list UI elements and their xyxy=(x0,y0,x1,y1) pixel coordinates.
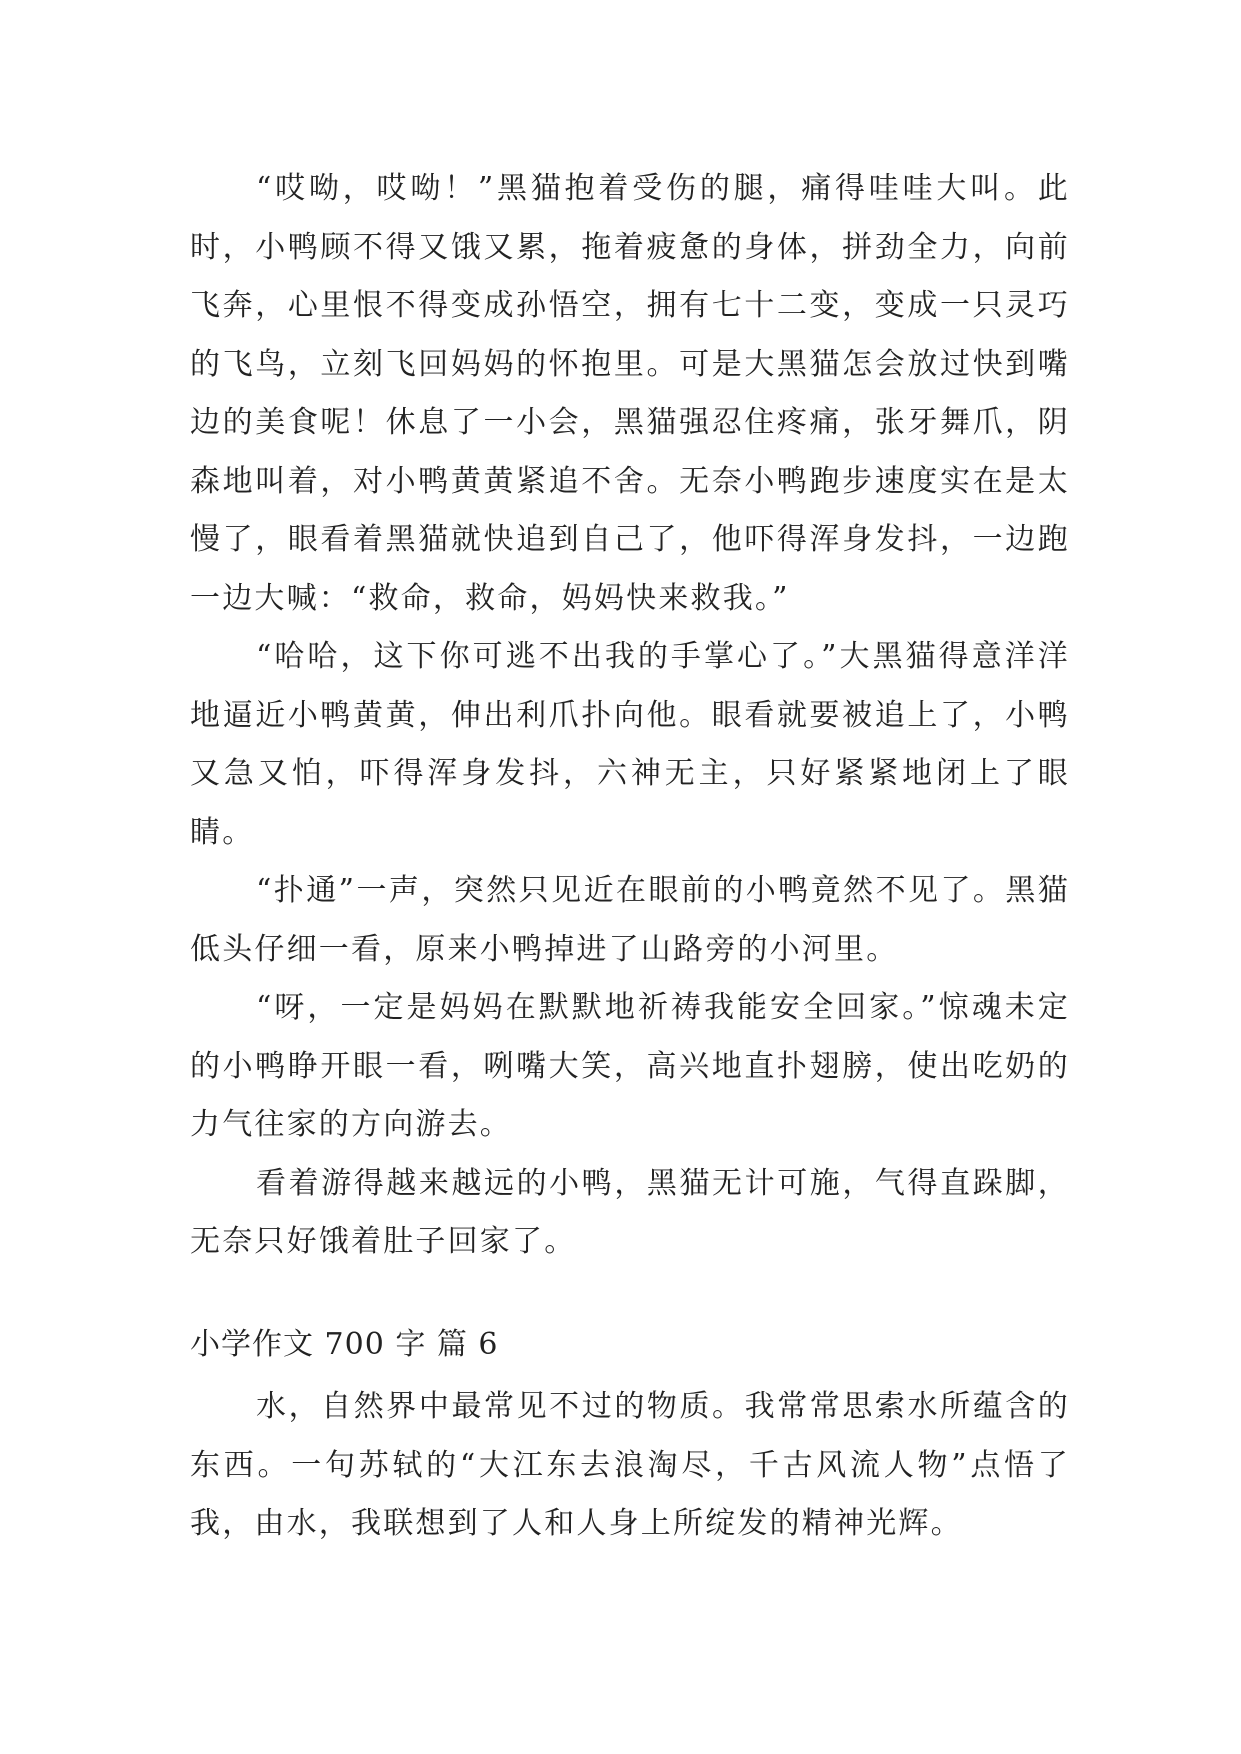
document-page xyxy=(190,160,1070,1554)
paragraph-1: “哎呦，哎呦！”黑猫抱着受伤的腿，痛得哇哇大叫。此时，小鸭顾不得又饿又累，拖着疲惫的身体，拼劲全力，向前飞奔，心里恨不得变成孙悟空，拥有七十二变，变成一只灵巧的飞鸟，立刻飞回妈妈的怀抱里。可是大黑猫怎会放过快到嘴边的美食呢！休息了一小会，黑猫强忍住疼痛，张牙舞爪，阴森地叫着，对小鸭黄黄紧追不舍。无奈小鸭跑步速度实在是太慢了，眼看着黑猫就快追到自己了，他吓得浑身发抖，一边跑一边大喊：“救命，救命，妈妈快来救我。” xyxy=(190,171,1070,616)
paragraph-2: “哈哈，这下你可逃不出我的手掌心了。”大黑猫得意洋洋地逼近小鸭黄黄，伸出利爪扑向他。眼看就要被追上了，小鸭又急又怕，吓得浑身发抖，六神无主，只好紧紧地闭上了眼睛。 xyxy=(190,639,1070,850)
paragraph-5: 看着游得越来越远的小鸭，黑猫无计可施，气得直跺脚，无奈只好饿着肚子回家了。 xyxy=(190,1165,1070,1259)
paragraph-3: “扑通”一声，突然只见近在眼前的小鸭竟然不见了。黑猫低头仔细一看，原来小鸭掉进了山路旁的小河里。 xyxy=(190,873,1070,967)
section-heading: 小学作文 700 字 篇 6 xyxy=(190,1326,499,1362)
paragraph-6: 水，自然界中最常见不过的物质。我常常思索水所蕴含的东西。一句苏轼的“大江东去浪淘尽，千古风流人物”点悟了我，由水，我联想到了人和人身上所绽发的精神光辉。 xyxy=(190,1389,1070,1541)
paragraph-4: “呀，一定是妈妈在默默地祈祷我能安全回家。”惊魂未定的小鸭睁开眼一看，咧嘴大笑，高兴地直扑翅膀，使出吃奶的力气往家的方向游去。 xyxy=(190,990,1070,1142)
